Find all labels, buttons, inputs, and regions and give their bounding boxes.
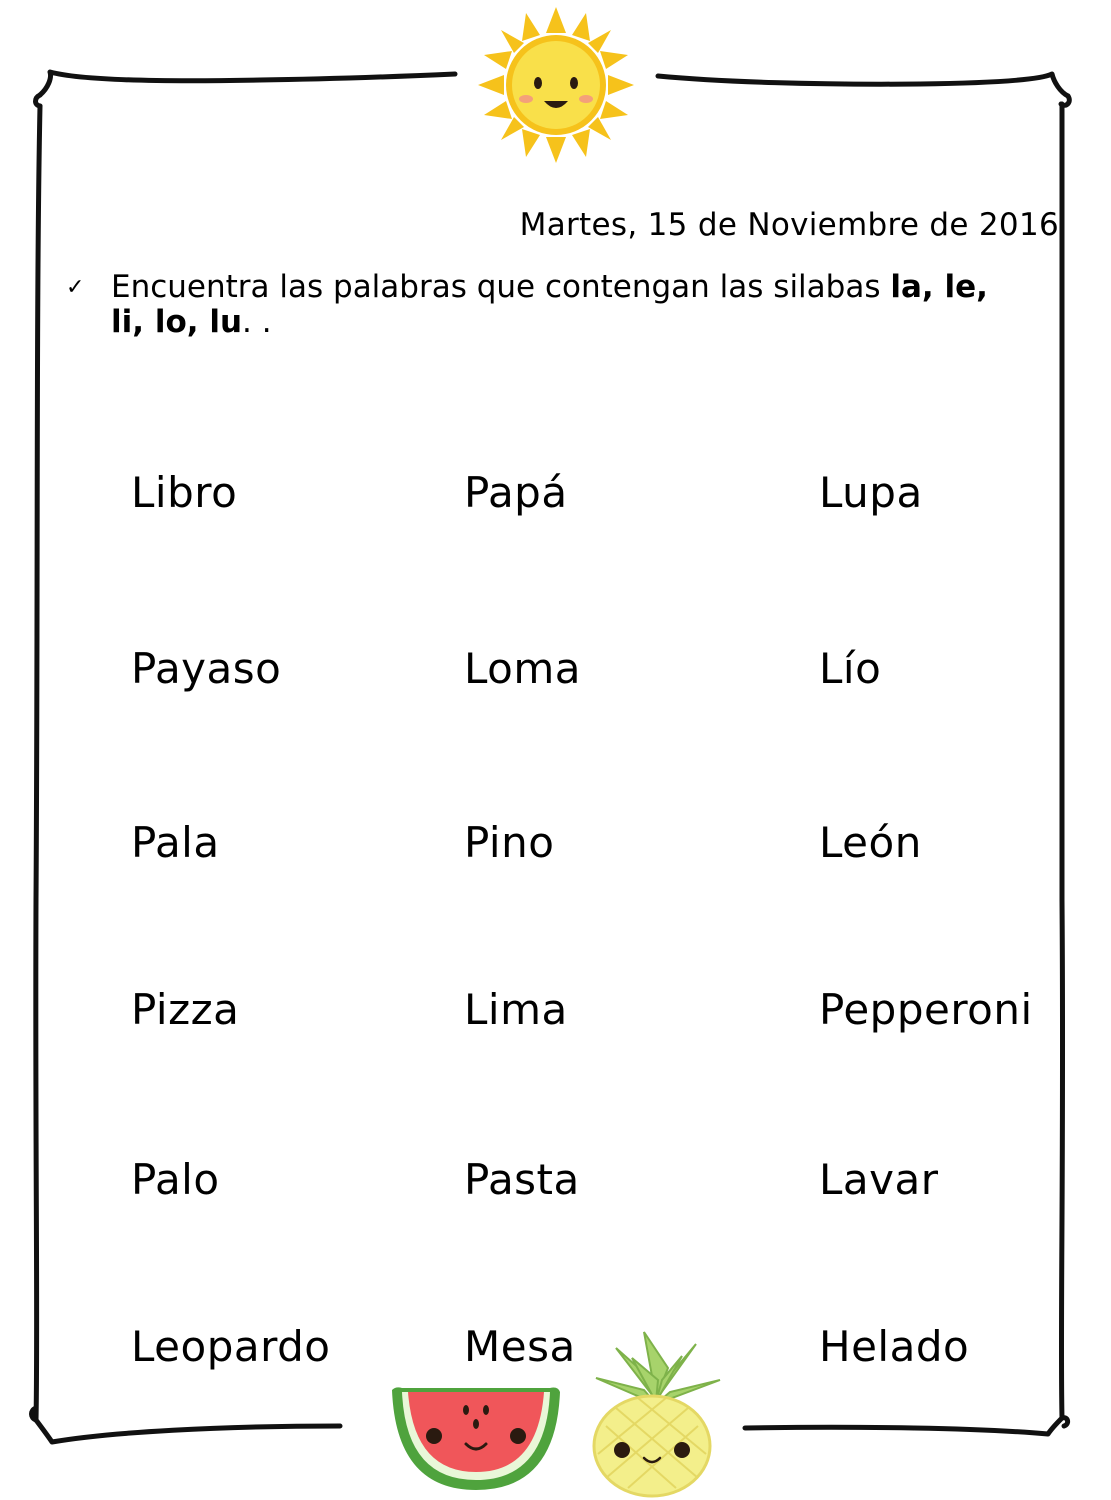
- pineapple-icon: [586, 1328, 726, 1498]
- check-mark-icon: ✓: [66, 275, 85, 300]
- word-r2-c2[interactable]: Loma: [464, 644, 582, 693]
- word-r4-c3[interactable]: Pepperoni: [819, 985, 1033, 1034]
- sun-icon: [476, 5, 636, 165]
- word-r2-c1[interactable]: Payaso: [131, 644, 282, 693]
- word-r3-c3[interactable]: León: [819, 818, 922, 867]
- instruction-syllables: la, le, li, lo, lu: [111, 269, 988, 340]
- word-r5-c2[interactable]: Pasta: [464, 1155, 580, 1204]
- instruction-end: . .: [242, 304, 272, 340]
- word-r6-c1[interactable]: Leopardo: [131, 1322, 331, 1371]
- word-r1-c2[interactable]: Papá: [464, 468, 568, 517]
- word-r3-c2[interactable]: Pino: [464, 818, 555, 867]
- word-r4-c1[interactable]: Pizza: [131, 985, 240, 1034]
- instruction: [66, 270, 1026, 340]
- word-r6-c3[interactable]: Helado: [819, 1322, 970, 1371]
- word-r5-c1[interactable]: Palo: [131, 1155, 220, 1204]
- word-r6-c2[interactable]: Mesa: [464, 1322, 576, 1371]
- date-text: Martes, 15 de Noviembre de 2016: [519, 207, 1059, 243]
- word-r4-c2[interactable]: Lima: [464, 985, 568, 1034]
- word-r2-c3[interactable]: Lío: [819, 644, 882, 693]
- word-r1-c1[interactable]: Libro: [131, 468, 238, 517]
- watermelon-icon: [388, 1382, 564, 1494]
- word-r1-c3[interactable]: Lupa: [819, 468, 923, 517]
- word-r5-c3[interactable]: Lavar: [819, 1155, 939, 1204]
- instruction-text: [111, 270, 1026, 340]
- word-r3-c1[interactable]: Pala: [131, 818, 220, 867]
- instruction-plain: Encuentra las palabras que contengan las silabas: [111, 269, 891, 305]
